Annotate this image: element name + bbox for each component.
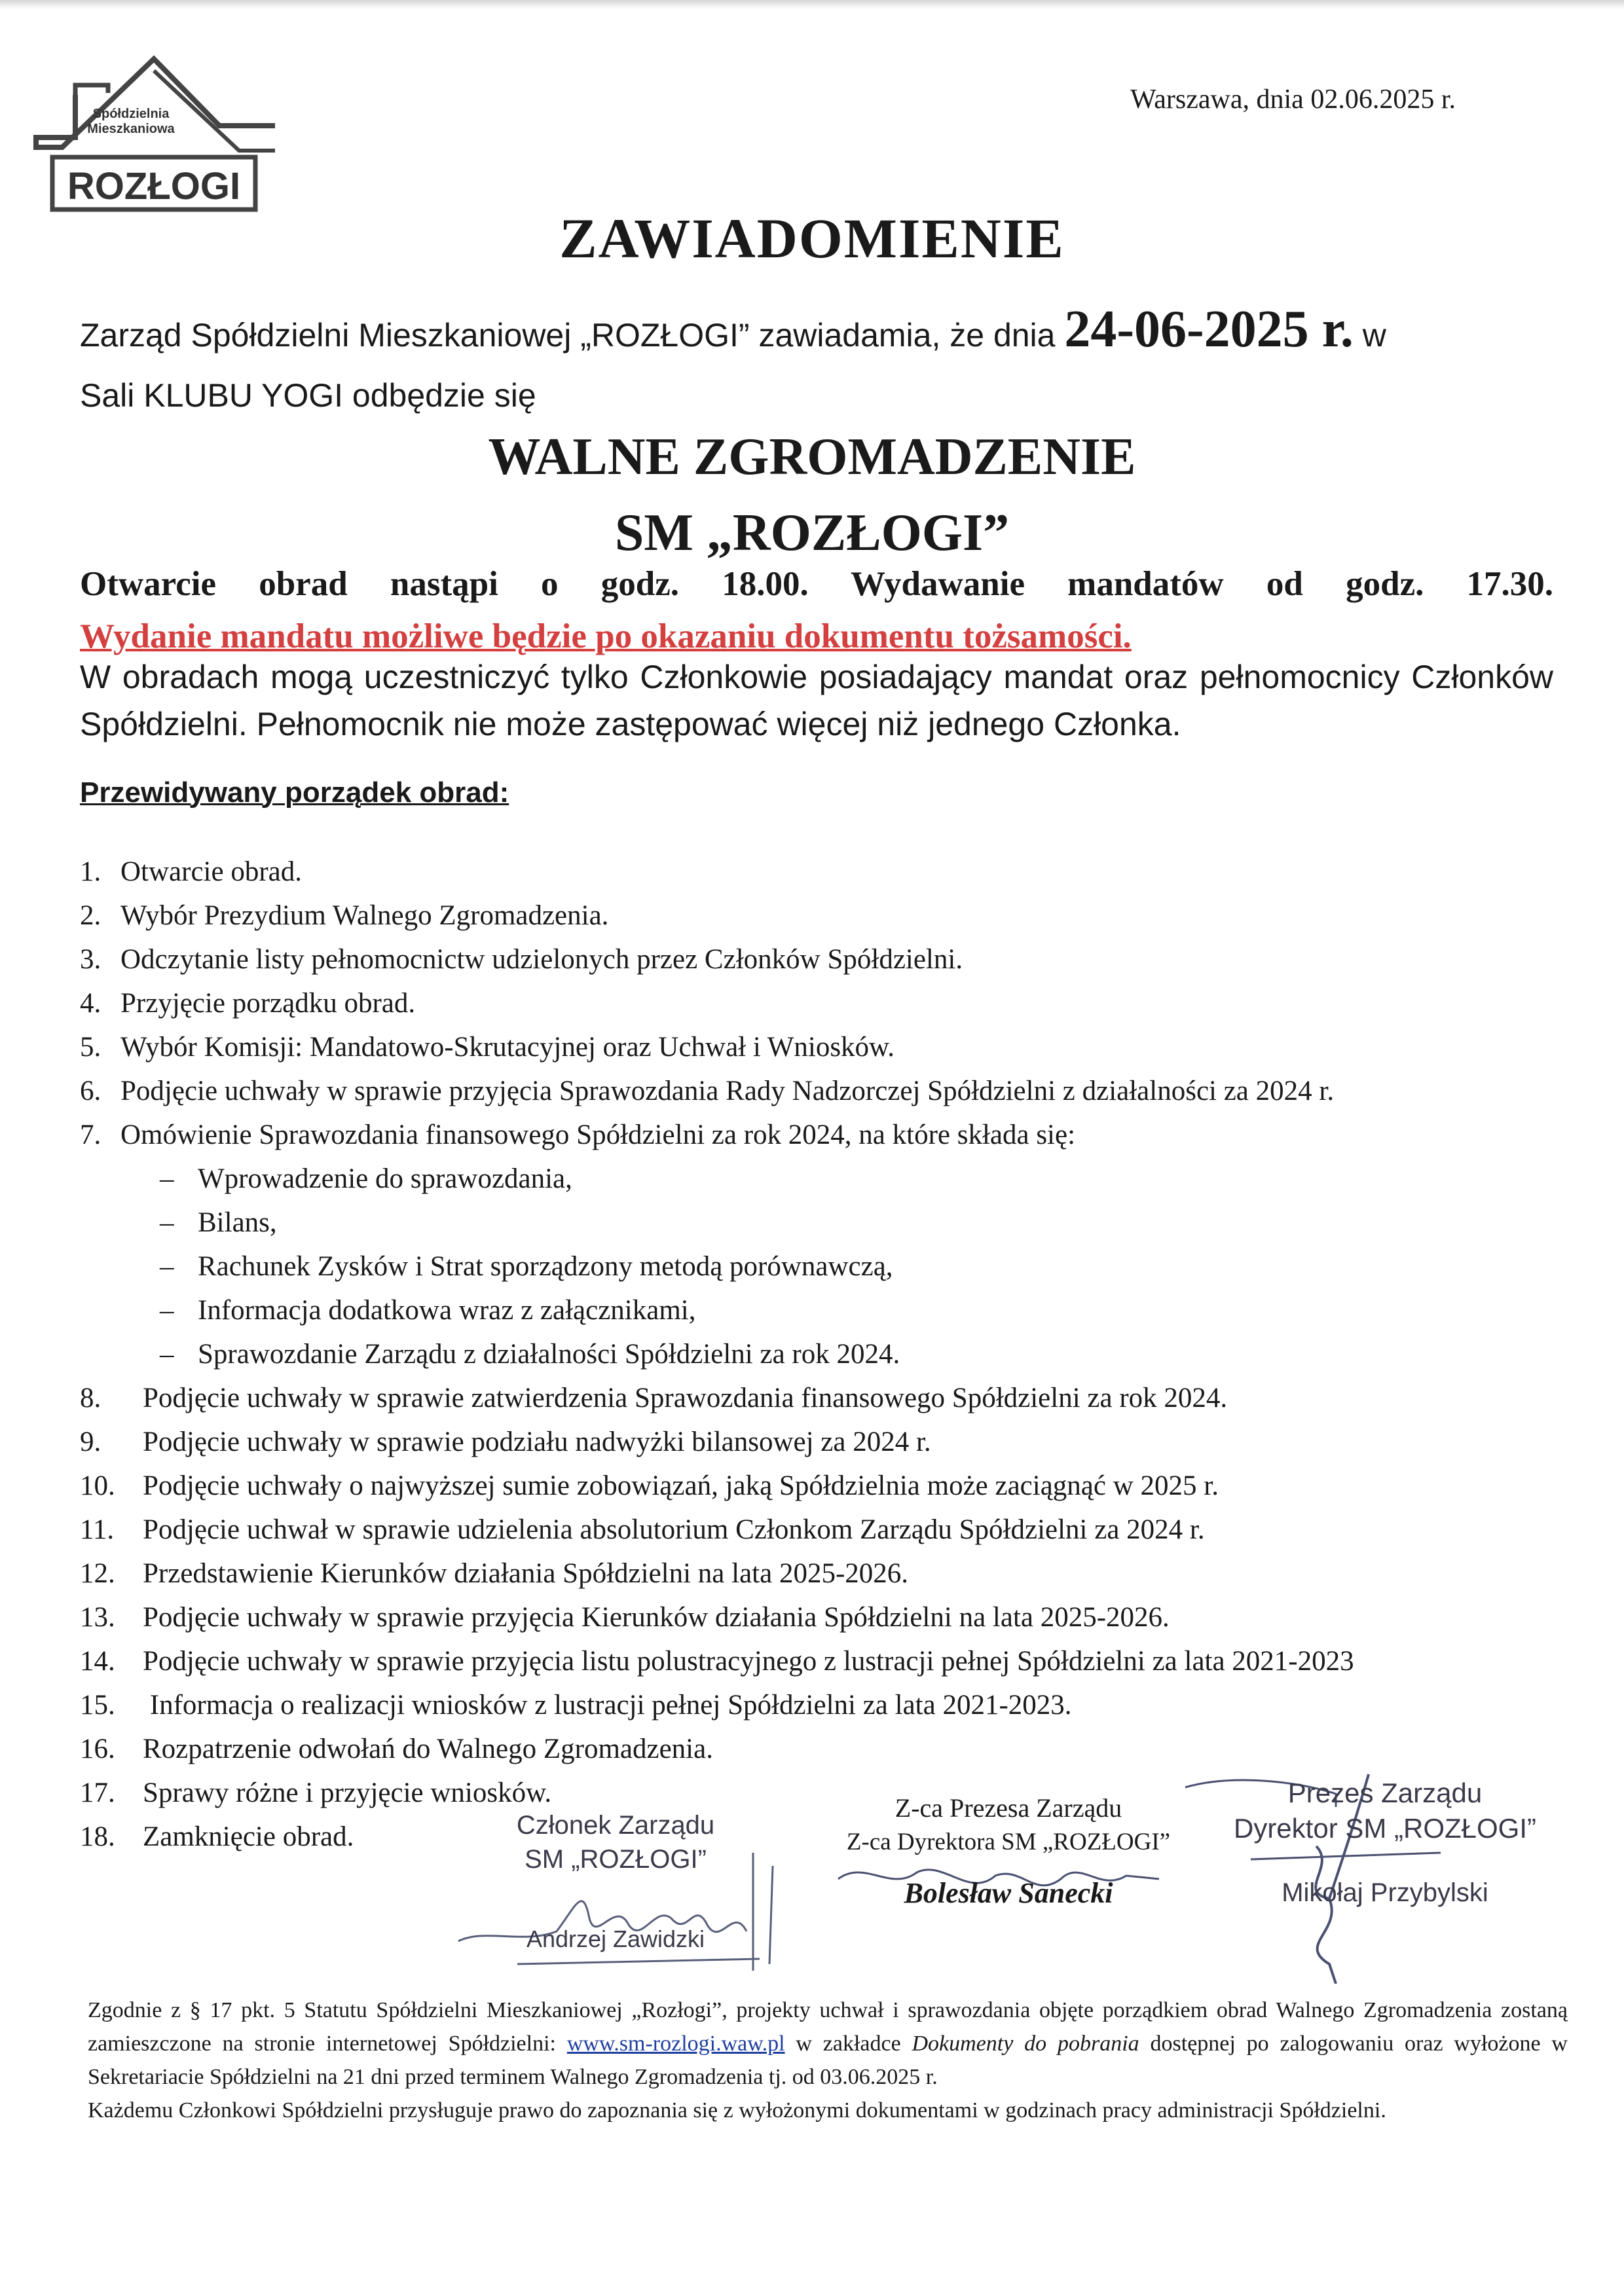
president-name: Mikołaj Przybylski (1282, 1878, 1488, 1907)
deputy-org: Z-ca Dyrektora SM „ROZŁOGI” (846, 1829, 1171, 1855)
agenda-subitem (80, 1245, 1586, 1288)
footer-notes (88, 1994, 1568, 2127)
agenda-item-number: 4. (80, 988, 101, 1019)
agenda-heading: Przewidywany porządek obrad: (80, 776, 509, 809)
agenda-item-number: 12. (80, 1558, 115, 1589)
event-title (0, 419, 1624, 571)
participants-paragraph: W obradach mogą uczestniczyć tylko Członkowie posiadający mandat oraz pełnomocnicy Członków Spółdzielni. Pełnomocnik nie może zastępować więcej niż jednego Członka. (80, 659, 1553, 742)
agenda-item (80, 894, 1586, 938)
agenda-subitem (80, 1157, 1586, 1201)
agenda-subitem-text: Sprawozdanie Zarządu z działalności Spółdzielni za rok 2024. (198, 1339, 900, 1370)
footer-paragraph-2: Każdemu Członkowi Spółdzielni przysługuje prawo do zapoznania się z wyłożonymi dokumentami w godzinach pracy administracji Spółdzielni. (88, 2098, 1386, 2123)
agenda-item-number: 18. (80, 1821, 115, 1852)
agenda-item-text: Wybór Prezydium Walnego Zgromadzenia. (120, 900, 609, 931)
agenda-item-number: 6. (80, 1076, 101, 1106)
agenda-item-text: Przyjęcie porządku obrad. (120, 988, 416, 1019)
footer-paragraph-1 (88, 1994, 1568, 2094)
opening-word: godz. (600, 565, 679, 603)
agenda-item-text: Przedstawienie Kierunków działania Spółdzielni na lata 2025-2026. (143, 1558, 909, 1589)
cooperative-logo (29, 46, 278, 213)
member-name: Andrzej Zawidzki (526, 1925, 705, 1952)
agenda-item (80, 1113, 1586, 1157)
agenda-item (80, 1025, 1586, 1069)
agenda-item (80, 1376, 1586, 1420)
dash-bullet: – (160, 1295, 174, 1326)
agenda-item-text: Podjęcie uchwały o najwyższej sumie zobowiązań, jaką Spółdzielnia może zaciągnąć w 2025 r. (143, 1470, 1219, 1501)
signature-president (1189, 1776, 1581, 1910)
logo-line2: Mieszkaniowa (87, 122, 175, 136)
agenda-item (80, 1683, 1586, 1727)
agenda-item-text: Omówienie Sprawozdania finansowego Spółdzielni za rok 2024, na które składa się: (120, 1120, 1076, 1150)
agenda-item (80, 1420, 1586, 1464)
agenda-item-number: 7. (80, 1120, 101, 1150)
dash-bullet: – (160, 1251, 174, 1282)
dash-bullet: – (160, 1163, 174, 1194)
meeting-date: 24-06-2025 r. (1064, 301, 1354, 358)
event-line1: WALNE ZGROMADZENIE (488, 428, 1136, 486)
agenda-subitem-text: Wprowadzenie do sprawozdania, (198, 1163, 572, 1194)
opening-word: Wydawanie (850, 565, 1025, 603)
agenda-item-number: 9. (80, 1427, 101, 1457)
opening-times (80, 564, 1553, 604)
agenda-subitem-text: Bilans, (198, 1207, 277, 1238)
id-requirement-note: Wydanie mandatu możliwe będzie po okazaniu dokumentu tożsamości. (80, 617, 1132, 655)
agenda-item-number: 8. (80, 1383, 101, 1413)
opening-word: obrad (259, 565, 348, 603)
agenda-item-number: 14. (80, 1646, 115, 1677)
signature-deputy (812, 1791, 1205, 1910)
agenda-item-text: Rozpatrzenie odwołań do Walnego Zgromadzenia. (143, 1734, 713, 1764)
logo-name: ROZŁOGI (67, 165, 241, 208)
intro-text-after: w (1353, 317, 1386, 354)
dash-bullet: – (160, 1207, 174, 1238)
agenda-item-text: Podjęcie uchwały w sprawie podziału nadwyżki bilansowej za 2024 r. (143, 1427, 931, 1457)
website-link[interactable]: www.sm-rozlogi.waw.pl (566, 2032, 785, 2056)
agenda-item-number: 15. (80, 1690, 115, 1721)
agenda-item-number: 16. (80, 1734, 115, 1764)
agenda-item (80, 1508, 1586, 1552)
opening-word: Otwarcie (80, 565, 216, 603)
agenda-item (80, 1069, 1586, 1113)
opening-word: od (1266, 565, 1303, 603)
agenda-item-number: 1. (80, 856, 101, 887)
event-line2: SM „ROZŁOGI” (614, 504, 1010, 562)
signature-member (485, 1808, 747, 1956)
agenda-item-text: Podjęcie uchwał w sprawie udzielenia absolutorium Członkom Zarządu Spółdzielni za 2024 r. (143, 1514, 1205, 1545)
dash-bullet: – (160, 1339, 174, 1370)
member-org: SM „ROZŁOGI” (525, 1845, 707, 1874)
deputy-name: Bolesław Sanecki (904, 1877, 1113, 1909)
agenda-item-number: 11. (80, 1514, 115, 1545)
agenda-subitem-text: Informacja dodatkowa wraz z załącznikami, (198, 1295, 696, 1326)
tab-name: Dokumenty do pobrania (912, 2032, 1139, 2056)
footer-text-b: w zakładce (784, 2032, 912, 2056)
logo-line1: Spółdzielnia (92, 107, 170, 121)
agenda-item-number: 17. (80, 1777, 115, 1808)
opening-word: godz. (1346, 565, 1424, 603)
agenda-item (80, 1552, 1586, 1595)
letter-date: Warszawa, dnia 02.06.2025 r. (1130, 84, 1456, 115)
agenda-subitem (80, 1332, 1586, 1376)
agenda-item-text: Otwarcie obrad. (120, 856, 302, 887)
agenda-item (80, 850, 1586, 894)
agenda-item-text: Podjęcie uchwały w sprawie przyjęcia listu polustracyjnego z lustracji pełnej Spółdzielni za lata 2021-2023 (143, 1646, 1354, 1677)
agenda-subitem (80, 1201, 1586, 1245)
agenda-subitem (80, 1288, 1586, 1332)
deputy-role: Z-ca Prezesa Zarządu (895, 1793, 1122, 1823)
opening-word: o (541, 565, 559, 603)
agenda-item (80, 981, 1586, 1025)
opening-word: mandatów (1067, 565, 1224, 603)
agenda-item-text: Wybór Komisji: Mandatowo-Skrutacyjnej oraz Uchwał i Wniosków. (120, 1032, 895, 1063)
agenda-list (80, 850, 1586, 1859)
agenda-item (80, 1595, 1586, 1639)
agenda-item-number: 13. (80, 1602, 115, 1633)
agenda-item-number: 10. (80, 1470, 115, 1501)
president-role: Prezes Zarządu (1287, 1777, 1483, 1808)
document-title: ZAWIADOMIENIE (559, 207, 1065, 270)
agenda-item-text: Podjęcie uchwały w sprawie przyjęcia Sprawozdania Rady Nadzorczej Spółdzielni z działalności za 2024 r. (120, 1076, 1335, 1106)
member-role: Członek Zarządu (516, 1811, 715, 1840)
signatures (445, 1768, 1598, 1984)
opening-word: 17.30. (1466, 565, 1554, 603)
agenda-item (80, 1464, 1586, 1508)
agenda-item-text: Podjęcie uchwały w sprawie przyjęcia Kierunków działania Spółdzielni na lata 2025-2026. (143, 1602, 1170, 1633)
intro-line2: Sali KLUBU YOGI odbędzie się (80, 377, 536, 414)
agenda-item-number: 2. (80, 900, 101, 931)
footer-text-a: Zgodnie z § 17 pkt. 5 Statutu Spółdzielni Mieszkaniowej „Rozłogi”, projekty uchwał i sprawozdania objęte porządkiem obrad Walnego Zgromadzenia zostaną zamieszczone na stronie internetowej Spółdzielni: (88, 1998, 1568, 2056)
agenda-item-number: 5. (80, 1032, 101, 1063)
agenda-item-text: Zamknięcie obrad. (143, 1821, 354, 1852)
agenda-item-text: Sprawy różne i przyjęcie wniosków. (143, 1777, 552, 1808)
opening-word: nastąpi (390, 565, 498, 603)
agenda-item (80, 1727, 1586, 1771)
agenda-item-text: Informacja o realizacji wniosków z lustracji pełnej Spółdzielni za lata 2021-2023. (143, 1690, 1072, 1721)
footer-text-c: dostępnej po zalogowaniu oraz wyłożone w Sekretariacie Spółdzielni na 21 dni przed terminem Walnego Zgromadzenia tj. od 03.06.2025 r. (88, 2032, 1568, 2089)
agenda-item-text: Podjęcie uchwały w sprawie zatwierdzenia Sprawozdania finansowego Spółdzielni za rok 2024. (143, 1383, 1228, 1413)
president-org: Dyrektor SM „ROZŁOGI” (1233, 1813, 1537, 1844)
agenda-item (80, 1639, 1586, 1683)
agenda-item-text: Odczytanie listy pełnomocnictw udzielonych przez Członków Spółdzielni. (120, 944, 963, 975)
agenda-item-number: 3. (80, 944, 101, 975)
scan-edge (0, 0, 1624, 9)
agenda-subitem-text: Rachunek Zysków i Strat sporządzony metodą porównawczą, (198, 1251, 893, 1282)
opening-word: 18.00. (722, 565, 809, 603)
intro-text-before: Zarząd Spółdzielni Mieszkaniowej „ROZŁOGI” zawiadamia, że dnia (80, 317, 1065, 354)
agenda-item (80, 938, 1586, 981)
